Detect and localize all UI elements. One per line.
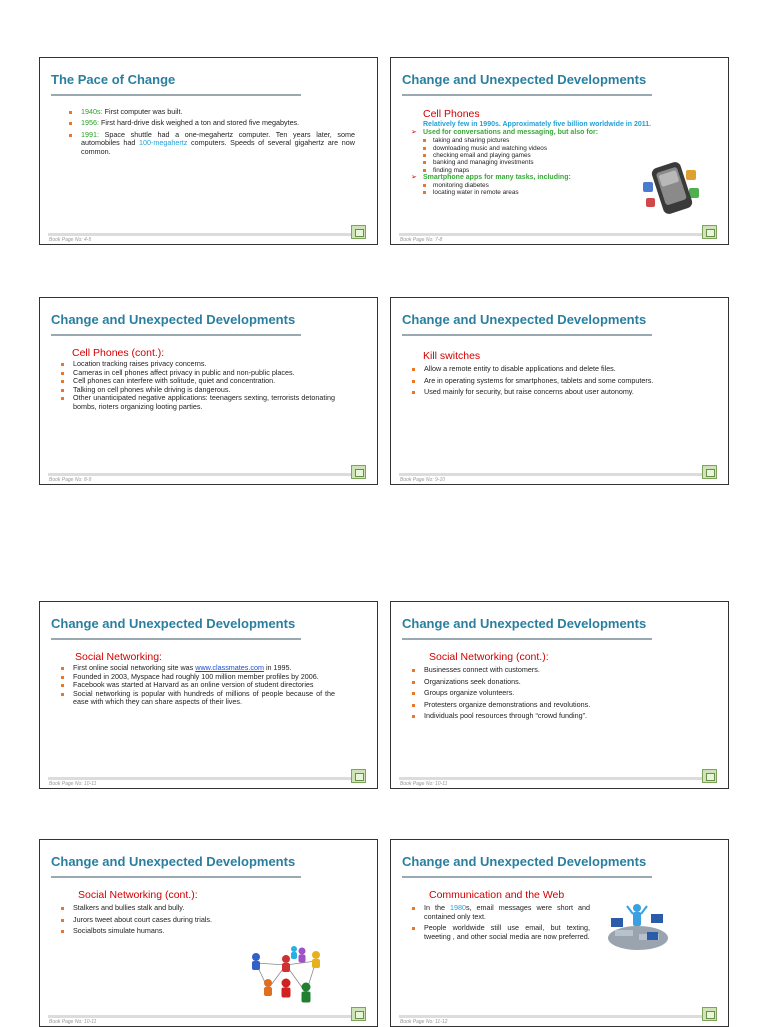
- list-item: ➢ Smartphone apps for many tasks, including:: [411, 174, 716, 182]
- book-page-number: Book Page No: 11-12: [400, 1019, 448, 1025]
- footer-bar: [399, 777, 708, 780]
- slide-body: [403, 889, 590, 944]
- list-item: Cell phones can interfere with solitude, quiet and concentration.: [52, 377, 335, 385]
- list-item: Groups organize volunteers.: [403, 689, 716, 697]
- footer-bar: [48, 1015, 357, 1018]
- year-highlight: 1956:: [81, 118, 99, 128]
- section-heading: Cell Phones: [423, 108, 480, 120]
- slide-body: [60, 108, 355, 159]
- footer-bar: [48, 777, 357, 780]
- footer-bar: [399, 1015, 708, 1018]
- list-item: Individuals pool resources through “crowd funding”.: [403, 712, 716, 720]
- slide-body: [403, 350, 706, 400]
- list-item: Are in operating systems for smartphones, tablets and some computers.: [403, 377, 706, 385]
- logo-icon: [351, 1007, 366, 1021]
- bullet-text: In the: [424, 903, 450, 913]
- slide-title: Change and Unexpected Developments: [402, 312, 647, 327]
- year-highlight: 1980: [449, 903, 466, 913]
- slide-communication-web: [390, 839, 729, 1027]
- slide-title: Change and Unexpected Developments: [51, 616, 296, 631]
- slide-title: Change and Unexpected Developments: [51, 312, 296, 327]
- bullet-text: First hard-drive disk weighed a ton and stored five megabytes.: [99, 118, 300, 128]
- list-item: Jurors tweet about court cases during trials.: [52, 916, 365, 924]
- year-highlight: 1940s:: [81, 107, 103, 116]
- footer-bar: [399, 233, 708, 236]
- intro-text: Relatively few in 1990s. Approximately five billion worldwide in 2011.: [423, 121, 652, 129]
- section-heading: Social Networking (cont.):: [429, 651, 549, 663]
- list-item: Stalkers and bullies stalk and bully.: [52, 904, 365, 912]
- title-rule: [402, 638, 652, 640]
- list-item: Founded in 2003, Myspace had roughly 100 million member profiles by 2006.: [52, 673, 335, 681]
- list-item: Social networking is popular with hundreds of millions of people because of the ease with which they can share aspects of their lives.: [52, 690, 335, 707]
- slide-body: [52, 347, 335, 411]
- bullet-text: Space shuttle had a one-megahertz computer. Ten years later, some automobiles had: [81, 129, 355, 148]
- bullet-text: First computer was built.: [102, 107, 183, 116]
- slide-cell-phones-cont: [39, 297, 378, 485]
- list-item: Talking on cell phones while driving is dangerous.: [52, 386, 335, 394]
- list-item: Protesters organize demonstrations and revolutions.: [403, 701, 716, 709]
- slide-body: [52, 651, 335, 707]
- slide-title: Change and Unexpected Developments: [402, 616, 647, 631]
- classmates-link[interactable]: www.classmates.com: [195, 663, 264, 673]
- title-rule: [402, 94, 652, 96]
- logo-icon: [351, 465, 366, 479]
- slide-cell-phones: [390, 57, 729, 245]
- list-item: Allow a remote entity to disable applications and delete files.: [403, 365, 706, 373]
- list-item: Location tracking raises privacy concerns.: [52, 360, 335, 368]
- list-item: People worldwide still use email, but texting, tweeting , and other social media are now preferred.: [403, 924, 590, 941]
- slide-title: Change and Unexpected Developments: [402, 854, 647, 869]
- footer-bar: [399, 473, 708, 476]
- slide-body: [403, 651, 716, 724]
- section-heading: Communication and the Web: [429, 889, 565, 901]
- title-rule: [51, 334, 301, 336]
- list-item: [60, 119, 355, 127]
- logo-icon: [702, 1007, 717, 1021]
- slide-title: The Pace of Change: [51, 72, 176, 87]
- title-rule: [51, 94, 301, 96]
- bullet-text: s, email messages were short and contained only text.: [424, 903, 590, 921]
- slide-pace-of-change: [39, 57, 378, 245]
- list-item: finding maps: [403, 167, 716, 174]
- list-item: [403, 904, 590, 921]
- book-page-number: Book Page No: 4-5: [49, 237, 92, 243]
- list-item: checking email and playing games: [403, 152, 716, 159]
- bullet-list: [60, 108, 355, 156]
- footer-bar: [48, 233, 357, 236]
- list-item: monitoring diabetes: [403, 182, 716, 189]
- list-item: Facebook was started at Harvard as an online version of student directories: [52, 681, 335, 689]
- bullet-list: [403, 666, 716, 720]
- bullet-text: computers. Speeds of several gigahertz are now common.: [81, 138, 355, 156]
- section-heading: Social Networking (cont.):: [78, 889, 198, 901]
- bullet-text: First online social networking site was: [73, 663, 196, 673]
- list-item: [60, 108, 355, 116]
- title-rule: [51, 638, 301, 640]
- list-item: Other unanticipated negative applications: teenagers sexting, terrorists detonating bombs, rioters organizing looting parties.: [52, 394, 335, 411]
- logo-icon: [702, 769, 717, 783]
- list-item: Organizations seek donations.: [403, 678, 716, 686]
- list-item: [60, 131, 355, 156]
- slide-body: [52, 889, 365, 939]
- list-item: Socialbots simulate humans.: [52, 927, 365, 935]
- arrow-list: [403, 129, 716, 137]
- book-page-number: Book Page No: 10-11: [49, 781, 97, 787]
- smartphone-icon: [641, 160, 701, 216]
- list-item: Cameras in cell phones affect privacy in public and non-public places.: [52, 369, 335, 377]
- book-page-number: Book Page No: 10-11: [400, 781, 448, 787]
- list-item: ➢ Used for conversations and messaging, but also for:: [411, 129, 716, 137]
- logo-icon: [351, 769, 366, 783]
- slide-social-networking-cont-2: [39, 839, 378, 1027]
- list-item: Used mainly for security, but raise concerns about user autonomy.: [403, 388, 706, 396]
- slide-social-networking-cont: [390, 601, 729, 789]
- bullet-text: in 1995.: [263, 663, 292, 673]
- logo-icon: [702, 225, 717, 239]
- people-network-icon: [238, 943, 340, 1013]
- footer-bar: [48, 473, 357, 476]
- year-highlight: 1991:: [81, 129, 99, 139]
- book-page-number: Book Page No: 7-8: [400, 237, 443, 243]
- list-item: downloading music and watching videos: [403, 145, 716, 152]
- network-puzzle-icon: [605, 900, 671, 956]
- section-heading: Kill switches: [423, 350, 481, 362]
- list-item: Businesses connect with customers.: [403, 666, 716, 674]
- logo-icon: [702, 465, 717, 479]
- book-page-number: Book Page No: 8-9: [49, 477, 92, 483]
- bullet-list: [52, 904, 365, 935]
- list-item: taking and sharing pictures: [403, 137, 716, 144]
- title-rule: [51, 876, 301, 878]
- bullet-list: [403, 365, 706, 396]
- title-rule: [402, 876, 652, 878]
- book-page-number: Book Page No: 9-10: [400, 477, 446, 483]
- slide-title: Change and Unexpected Developments: [402, 72, 647, 87]
- bullet-list: [52, 360, 335, 411]
- blue-highlight: 100-megahertz: [139, 138, 188, 148]
- slide-title: Change and Unexpected Developments: [51, 854, 296, 869]
- section-heading: Social Networking:: [75, 651, 162, 663]
- list-item: banking and managing investments: [403, 159, 716, 166]
- book-page-number: Book Page No: 10-11: [49, 1019, 97, 1025]
- section-heading: Cell Phones (cont.):: [72, 347, 165, 359]
- slide-social-networking: [39, 601, 378, 789]
- bullet-list: [403, 904, 590, 941]
- slide-kill-switches: [390, 297, 729, 485]
- list-item: locating water in remote areas: [403, 189, 716, 196]
- logo-icon: [351, 225, 366, 239]
- title-rule: [402, 334, 652, 336]
- bullet-list: [52, 664, 335, 706]
